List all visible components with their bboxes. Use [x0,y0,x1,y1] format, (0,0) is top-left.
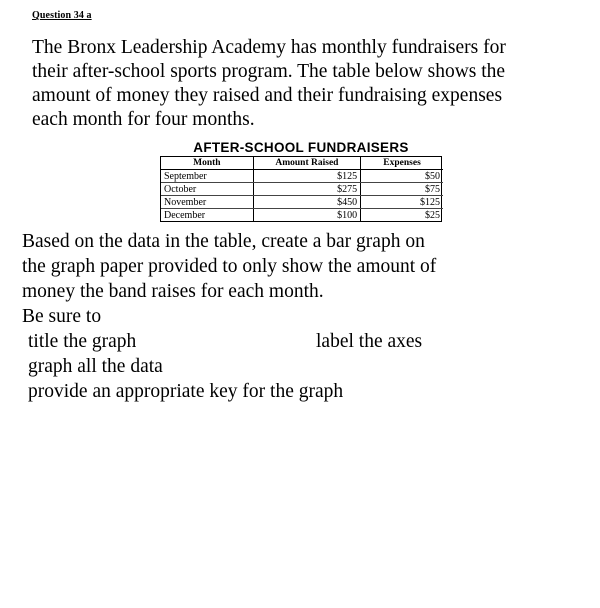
checklist-graph-data: graph all the data [28,356,163,377]
fundraisers-table [161,157,443,221]
cell-amount-raised: $450 [253,196,360,209]
cell-month: November [161,196,253,209]
cell-expenses: $50 [361,170,443,183]
cell-amount-raised: $275 [253,183,360,196]
cell-expenses: $25 [425,209,440,221]
table-row [161,183,443,196]
cell-expenses: $75 [361,183,443,196]
cell-month: October [161,183,253,196]
cell-amount-raised: $125 [253,170,360,183]
checklist-title-graph: title the graph [28,331,137,352]
intro-line: each month for four months. [32,109,255,130]
cell-month: September [161,170,253,183]
table-row [161,209,443,222]
intro-line: amount of money they raised and their fundraising expenses [32,85,503,106]
table-row [161,170,443,183]
intro-paragraph [32,36,552,132]
column-header-expenses: Expenses [361,157,443,170]
instruction-line: money the band raises for each month. [22,281,324,302]
cell-amount-raised: $100 [253,209,360,222]
checklist-label-axes: label the axes [316,331,423,352]
checklist-row [22,329,582,354]
intro-line: their after-school sports program. The table below shows the [32,61,506,82]
column-header-month: Month [161,157,253,170]
column-header-amount-raised: Amount Raised [253,157,360,170]
cell-expenses: $125 [361,196,443,209]
instruction-line: Be sure to [22,306,102,327]
table-row [161,196,443,209]
table-header-row [161,157,443,170]
question-label: Question 34 a [32,10,92,21]
checklist-provide-key: provide an appropriate key for the graph [28,381,344,402]
intro-line: The Bronx Leadership Academy has monthly fundraisers for [32,37,506,58]
table-title: AFTER-SCHOOL FUNDRAISERS [193,140,409,155]
instruction-line: the graph paper provided to only show the amount of [22,256,437,277]
instruction-line: Based on the data in the table, create a bar graph on [22,231,425,252]
table-frame [160,156,442,222]
cell-month: December [161,209,253,222]
fundraisers-table-block [160,140,442,222]
instructions-block [22,229,582,404]
